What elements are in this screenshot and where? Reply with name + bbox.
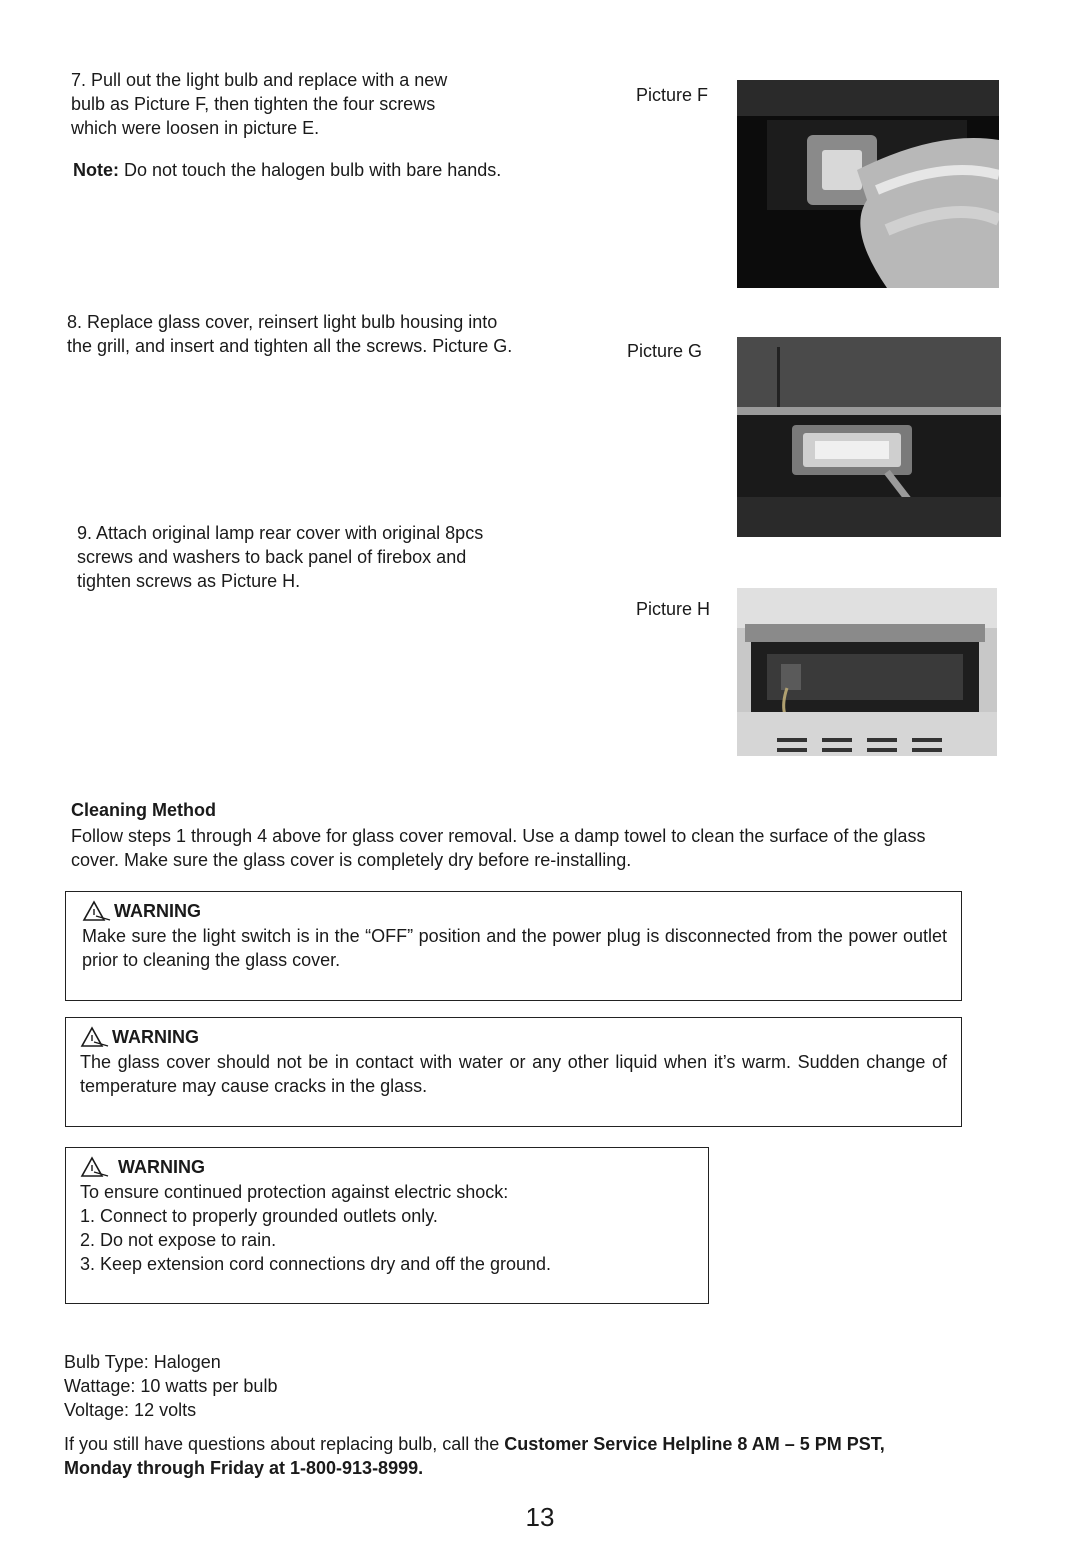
note-text: Do not touch the halogen bulb with bare hands. — [119, 160, 502, 180]
helpline-details: Customer Service Helpline 8 AM – 5 PM PST, Monday through Friday at 1-800-913-8999. — [64, 1434, 885, 1478]
helpline-prefix: If you still have questions about replacing bulb, call the — [64, 1434, 505, 1454]
warning-2-title: WARNING — [112, 1027, 199, 1047]
picture-h-photo — [737, 588, 997, 756]
warning-box-1 — [65, 891, 962, 1001]
warning-3-list-item: 3. Keep extension cord connections dry and off the ground. — [80, 1254, 551, 1274]
warning-1-title-row — [82, 900, 947, 922]
step-7-text: 7. Pull out the light bulb and replace with a new bulb as Picture F, then tighten the four screws which were loosen in picture E. — [71, 70, 448, 138]
warning-3-list-item: 1. Connect to properly grounded outlets only. — [80, 1206, 438, 1226]
warning-box-2 — [65, 1017, 962, 1127]
warning-triangle-icon — [80, 1026, 110, 1048]
spec-voltage: Voltage: 12 volts — [64, 1400, 197, 1420]
picture-g-caption: Picture G — [627, 341, 703, 361]
step-7-note — [73, 158, 633, 182]
warning-2-title-row — [80, 1026, 947, 1048]
warning-box-3 — [65, 1147, 709, 1304]
picture-h-caption: Picture H — [636, 599, 711, 619]
warning-triangle-icon — [82, 900, 112, 922]
page-number: 13 — [525, 1502, 555, 1532]
step-9-text: 9. Attach original lamp rear cover with original 8pcs screws and washers to back panel of firebox and tighten screws as Picture H. — [77, 523, 484, 591]
spec-wattage: Wattage: 10 watts per bulb — [64, 1376, 278, 1396]
step-8-text: 8. Replace glass cover, reinsert light bulb housing into the grill, and insert and tighten all the screws. Picture G. — [67, 312, 513, 356]
spec-bulb-type: Bulb Type: Halogen — [64, 1352, 221, 1372]
warning-1-title: WARNING — [114, 901, 201, 921]
warning-1-text: Make sure the light switch is in the “OFF” position and the power plug is disconnected from the power outlet prior to cleaning the glass cover. — [82, 926, 947, 970]
note-label: Note: — [73, 160, 119, 180]
cleaning-text: Follow steps 1 through 4 above for glass cover removal. Use a damp towel to clean the surface of the glass cover. Make sure the glass cover is completely dry before re-installing. — [71, 826, 926, 870]
picture-g-photo — [737, 337, 1001, 537]
warning-2-text: The glass cover should not be in contact with water or any other liquid when it’s warm. Sudden change of temperature may cause cracks in the glass. — [80, 1052, 947, 1096]
cleaning-heading: Cleaning Method — [71, 800, 216, 820]
helpline-paragraph — [64, 1432, 944, 1480]
warning-3-intro: To ensure continued protection against electric shock: — [80, 1182, 509, 1202]
warning-3-list-item: 2. Do not expose to rain. — [80, 1230, 277, 1250]
picture-f-caption: Picture F — [636, 85, 709, 105]
warning-3-title: WARNING — [118, 1157, 205, 1177]
warning-3-title-row — [80, 1156, 694, 1178]
picture-f-photo — [737, 80, 999, 288]
warning-triangle-icon — [80, 1156, 110, 1178]
specs-block — [64, 1350, 277, 1422]
